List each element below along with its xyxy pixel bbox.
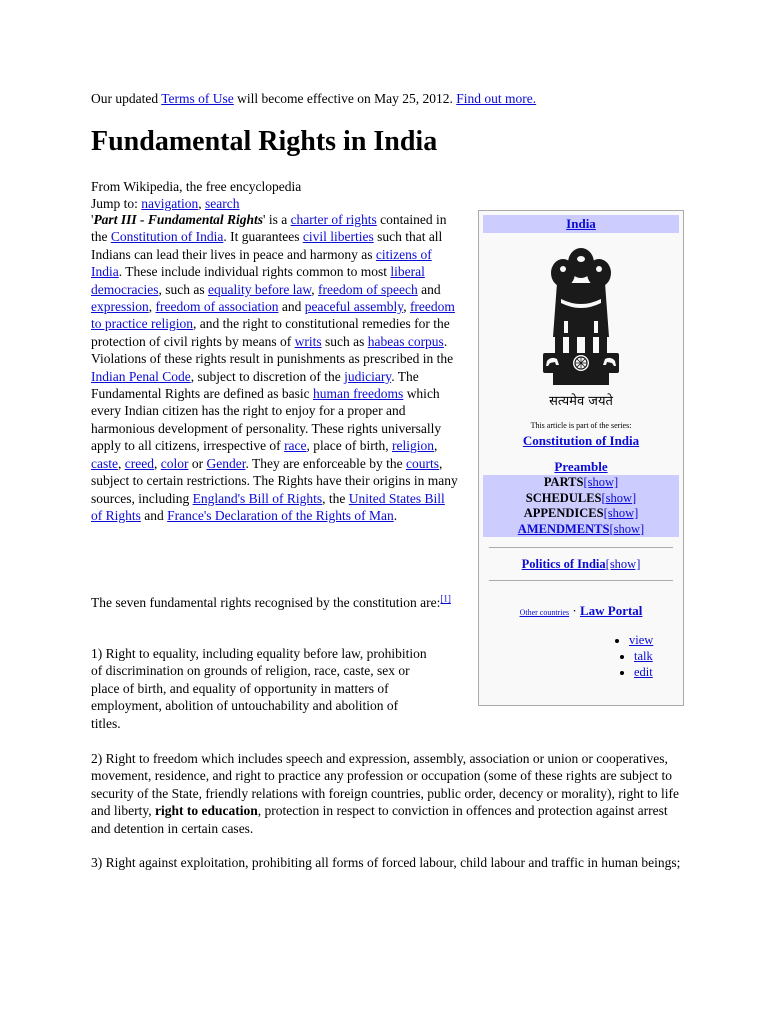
text: or bbox=[188, 455, 207, 471]
text: , such as bbox=[158, 281, 208, 297]
freedom-of-speech-link[interactable]: freedom of speech bbox=[318, 281, 418, 297]
text: , bbox=[311, 281, 319, 297]
right-to-education-bold: right to education bbox=[154, 803, 258, 819]
list-item bbox=[634, 665, 683, 681]
schedules-show-toggle[interactable]: [show] bbox=[601, 490, 637, 505]
civil-liberties-link[interactable]: civil liberties bbox=[302, 229, 374, 245]
part-title: Part III - Fundamental Rights bbox=[93, 212, 263, 227]
schedules-label: SCHEDULES bbox=[525, 490, 602, 505]
text: which every Indian citizen has the right to enjoy for a proper and harmonious development of personality. These rights universally apply to all citizens, irrespective of bbox=[91, 386, 442, 454]
citizens-link[interactable]: citizens of India bbox=[91, 246, 432, 280]
england-bill-of-rights-link[interactable]: England's Bill of Rights bbox=[192, 490, 323, 506]
text: such that all Indians can lead their lives in peace and harmony as bbox=[91, 229, 443, 262]
page-title: Fundamental Rights in India bbox=[91, 126, 438, 157]
jump-label: Jump to: bbox=[91, 196, 142, 212]
appendices-show-toggle[interactable]: [show] bbox=[603, 506, 639, 520]
text: , bbox=[434, 438, 438, 454]
text: , bbox=[403, 299, 410, 315]
text: such as bbox=[321, 333, 368, 349]
creed-link[interactable]: creed bbox=[124, 455, 154, 471]
amendments-show-toggle[interactable]: [show] bbox=[609, 521, 645, 536]
human-freedoms-link[interactable]: human freedoms bbox=[312, 386, 404, 402]
liberal-democracies-link[interactable]: liberal democracies bbox=[91, 264, 425, 297]
race-link[interactable]: race bbox=[284, 438, 307, 454]
parts-row bbox=[483, 475, 679, 491]
text: and bbox=[417, 281, 441, 297]
politics-show-toggle[interactable]: [show] bbox=[605, 557, 641, 571]
text: . It guarantees bbox=[223, 229, 303, 245]
article-meta bbox=[91, 178, 301, 213]
text: , bbox=[153, 455, 161, 471]
freedom-of-association-link[interactable]: freedom of association bbox=[155, 299, 279, 315]
jump-navigation-link[interactable]: navigation bbox=[141, 196, 199, 212]
appendices-row bbox=[483, 506, 679, 522]
religion-link[interactable]: religion bbox=[392, 438, 435, 454]
parts-label: PARTS bbox=[543, 475, 584, 489]
text: , bbox=[148, 299, 156, 315]
amendments-row bbox=[483, 522, 679, 538]
portal-row bbox=[479, 603, 683, 619]
infobox-heading bbox=[483, 215, 679, 233]
text: . They are enforceable by the bbox=[245, 455, 406, 471]
text: , place of birth, bbox=[306, 438, 393, 454]
politics-of-india-link[interactable]: Politics of India bbox=[521, 557, 606, 571]
divider bbox=[489, 547, 673, 548]
talk-link[interactable]: talk bbox=[634, 648, 653, 663]
vte-list bbox=[479, 633, 683, 680]
find-out-more-link[interactable]: Find out more. bbox=[456, 91, 537, 106]
expression-link[interactable]: expression bbox=[91, 299, 149, 315]
parts-show-toggle[interactable]: [show] bbox=[583, 475, 619, 489]
text: , protection in respect to conviction in offences and protection against arrest and detention in certain cases. bbox=[91, 803, 668, 836]
constitution-of-india-link[interactable]: Constitution of India bbox=[522, 433, 640, 448]
infobox-sections bbox=[483, 475, 679, 537]
india-link[interactable]: India bbox=[566, 216, 596, 231]
right-2-paragraph bbox=[91, 750, 681, 837]
charter-of-rights-link[interactable]: charter of rights bbox=[290, 212, 377, 227]
terms-notice bbox=[91, 90, 536, 108]
appendices-label: APPENDICES bbox=[523, 506, 604, 520]
schedules-row bbox=[483, 491, 679, 507]
notice-text: Our updated bbox=[91, 91, 162, 106]
constitution-link[interactable]: Constitution of India bbox=[110, 229, 224, 245]
text: , and the right to constitutional remedies for the protection of civil rights by means of bbox=[91, 316, 450, 349]
peaceful-assembly-link[interactable]: peaceful assembly bbox=[304, 299, 404, 315]
text: contained in the bbox=[91, 212, 447, 245]
right-1-paragraph: 1) Right to equality, including equality before law, prohibition of discrimination on grounds of religion, race, caste, sex or place of birth, and equality of opportunity in matters of employment, abolition of untouchability and abolition of titles. bbox=[91, 646, 427, 731]
text: , subject to certain restrictions. The Rights have their origins in many sources, including bbox=[91, 455, 458, 506]
jump-search-link[interactable]: search bbox=[205, 196, 240, 212]
list-item bbox=[629, 633, 683, 649]
lead-paragraph bbox=[91, 211, 459, 524]
seven-rights-intro bbox=[91, 594, 459, 611]
divider bbox=[489, 580, 673, 581]
indian-penal-code-link[interactable]: Indian Penal Code bbox=[91, 368, 191, 384]
reference-link[interactable]: [1] bbox=[440, 593, 451, 604]
infobox bbox=[478, 210, 684, 706]
terms-of-use-link[interactable]: Terms of Use bbox=[161, 91, 234, 106]
france-declaration-link[interactable]: France's Declaration of the Rights of Man bbox=[167, 507, 394, 523]
edit-link[interactable]: edit bbox=[634, 664, 653, 679]
us-bill-of-rights-link[interactable]: United States Bill of Rights bbox=[91, 490, 445, 523]
text: , bbox=[117, 455, 125, 471]
right-3-paragraph: 3) Right against exploitation, prohibiting all forms of forced labour, child labour and traffic in human beings; bbox=[91, 855, 681, 870]
jump-sep: , bbox=[198, 196, 206, 212]
text: . These include individual rights common to most bbox=[118, 264, 391, 280]
writs-link[interactable]: writs bbox=[294, 333, 322, 349]
text: , the bbox=[322, 490, 349, 506]
quote: ' bbox=[263, 212, 266, 227]
motto: सत्यमेव जयते bbox=[549, 394, 613, 409]
habeas-corpus-link[interactable]: habeas corpus bbox=[367, 333, 444, 349]
equality-before-law-link[interactable]: equality before law bbox=[207, 281, 312, 297]
text: and bbox=[140, 507, 168, 523]
text: . bbox=[393, 507, 398, 523]
amendments-link[interactable]: AMENDMENTS bbox=[517, 521, 610, 536]
list-item bbox=[634, 649, 683, 665]
other-countries-link[interactable]: Other countries bbox=[519, 608, 570, 617]
preamble-link[interactable]: Preamble bbox=[554, 459, 608, 474]
freedom-to-practice-religion-link[interactable]: freedom to practice religion bbox=[91, 299, 455, 332]
text: is a bbox=[265, 212, 291, 227]
preamble-heading bbox=[479, 459, 683, 475]
text: 2) Right to freedom which includes speech and expression, assembly, association or union or cooperatives, movement, residence, and right to practice any profession or occupation (some of these rights are subject to security of the State, friendly relations with foreign countries, public order, decency or morality), right to life and liberty, bbox=[91, 751, 680, 819]
gender-link[interactable]: Gender bbox=[206, 455, 246, 471]
text: . Violations of these rights result in punishments as prescribed in the bbox=[91, 333, 454, 367]
seven-text: The seven fundamental rights recognised by the constitution are: bbox=[91, 595, 441, 610]
text: . The Fundamental Rights are defined as basic bbox=[91, 368, 419, 402]
courts-link[interactable]: courts bbox=[406, 455, 439, 471]
color-link[interactable]: color bbox=[160, 455, 189, 471]
politics-row bbox=[479, 557, 683, 572]
site-sub: From Wikipedia, the free encyclopedia bbox=[91, 179, 302, 194]
caste-link[interactable]: caste bbox=[91, 455, 118, 471]
separator-dot: · bbox=[569, 603, 580, 618]
judiciary-link[interactable]: judiciary bbox=[344, 368, 392, 384]
notice-text-2: will become effective on May 25, 2012. bbox=[233, 91, 457, 106]
text: and bbox=[278, 299, 305, 315]
constitution-heading bbox=[479, 433, 683, 449]
view-link[interactable]: view bbox=[629, 633, 654, 647]
series-caption: This article is part of the series: bbox=[530, 421, 632, 430]
quote: ' bbox=[91, 212, 94, 227]
state-emblem-icon bbox=[531, 239, 631, 389]
text: , subject to discretion of the bbox=[190, 368, 345, 384]
law-portal-link[interactable]: Law Portal bbox=[579, 603, 643, 618]
